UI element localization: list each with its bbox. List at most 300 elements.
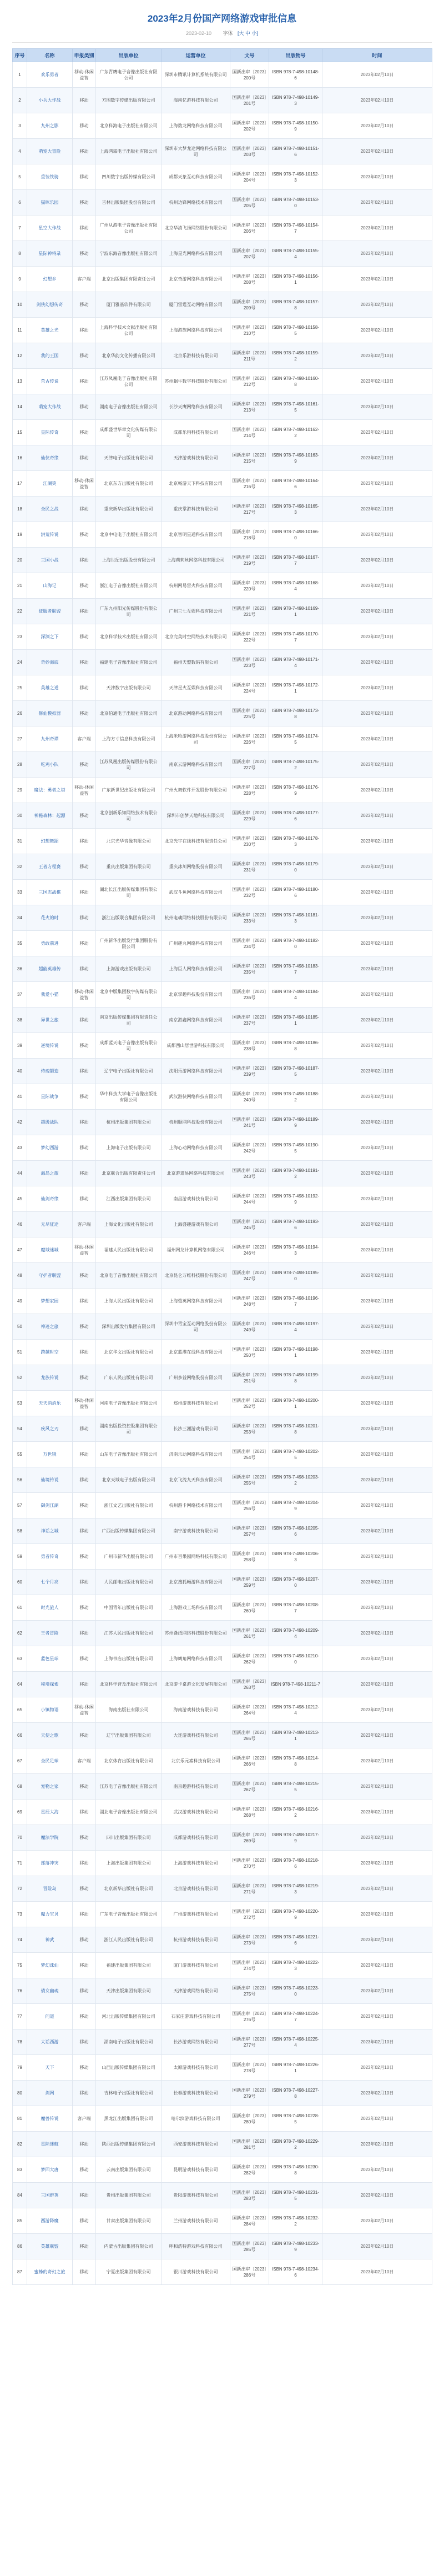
cell-category: 移动 xyxy=(73,1110,96,1135)
cell-index: 18 xyxy=(13,497,27,522)
cell-category: 客户端 xyxy=(73,726,96,752)
cell-isbn: ISBN 978-7-498-10160-8 xyxy=(269,369,322,394)
cell-operator: 广州游戏科技有限公司 xyxy=(162,1902,230,1927)
cell-isbn: ISBN 978-7-498-10201-8 xyxy=(269,1416,322,1442)
cell-isbn: ISBN 978-7-498-10163-9 xyxy=(269,445,322,471)
cell-approval-number: 国新出审〔2023〕231号 xyxy=(230,854,269,880)
cell-operator: 杭州边锋网络技术有限公司 xyxy=(162,190,230,215)
cell-publisher: 重庆新华出版社有限公司 xyxy=(96,497,162,522)
cell-name: 王者冒险 xyxy=(27,1621,73,1646)
cell-category: 移动 xyxy=(73,241,96,267)
table-row xyxy=(13,139,432,164)
cell-publisher: 广州新华出版发行集团股份有限公司 xyxy=(96,931,162,956)
cell-isbn: ISBN 978-7-498-10182-0 xyxy=(269,931,322,956)
cell-publisher: 北京光华音像有限公司 xyxy=(96,829,162,854)
cell-category: 移动 xyxy=(73,1902,96,1927)
cell-isbn: ISBN 978-7-498-10194-3 xyxy=(269,1237,322,1263)
cell-index: 43 xyxy=(13,1135,27,1161)
font-size-options[interactable]: [大 中 小] xyxy=(238,31,259,36)
cell-index: 23 xyxy=(13,624,27,650)
cell-name: 九州奇谭 xyxy=(27,726,73,752)
cell-operator: 海南亿游科技有限公司 xyxy=(162,88,230,113)
cell-publisher: 海南出版社有限公司 xyxy=(96,1697,162,1723)
cell-date: 2023年02月10日 xyxy=(322,2004,432,2029)
cell-publisher: 广西出版传媒集团有限公司 xyxy=(96,1518,162,1544)
cell-operator: 南昌游戏科技有限公司 xyxy=(162,1186,230,1212)
table-header-row xyxy=(13,49,432,62)
cell-name: 魔法学院 xyxy=(27,1825,73,1851)
table-row xyxy=(13,2259,432,2285)
cell-operator: 广州多益网络股份有限公司 xyxy=(162,1365,230,1391)
cell-name: 幻想乡 xyxy=(27,267,73,292)
cell-publisher: 浙江文艺出版社有限公司 xyxy=(96,1493,162,1518)
cell-category: 移动 xyxy=(73,701,96,726)
cell-operator: 深圳市腾讯计算机系统有限公司 xyxy=(162,62,230,88)
table-row xyxy=(13,880,432,905)
cell-date: 2023年02月10日 xyxy=(322,190,432,215)
title-divider xyxy=(12,42,432,43)
cell-isbn: ISBN 978-7-498-10224-7 xyxy=(269,2004,322,2029)
cell-category: 移动 xyxy=(73,854,96,880)
cell-index: 62 xyxy=(13,1621,27,1646)
cell-isbn: ISBN 978-7-498-10221-6 xyxy=(269,1927,322,1953)
cell-approval-number: 国新出审〔2023〕270号 xyxy=(230,1851,269,1876)
cell-publisher: 江苏电子音像出版社有限公司 xyxy=(96,1774,162,1800)
cell-approval-number: 国新出审〔2023〕241号 xyxy=(230,1110,269,1135)
cell-name: 天下 xyxy=(27,2055,73,2081)
cell-approval-number: 国新出审〔2023〕213号 xyxy=(230,394,269,420)
cell-approval-number: 国新出审〔2023〕237号 xyxy=(230,1008,269,1033)
cell-date: 2023年02月10日 xyxy=(322,1186,432,1212)
cell-operator: 成都乐狗科技有限公司 xyxy=(162,420,230,445)
cell-date: 2023年02月10日 xyxy=(322,1008,432,1033)
cell-isbn: ISBN 978-7-498-10215-5 xyxy=(269,1774,322,1800)
cell-date: 2023年02月10日 xyxy=(322,1289,432,1314)
cell-operator: 北京游道易网络科技有限公司 xyxy=(162,1161,230,1186)
cell-approval-number: 国新出审〔2023〕200号 xyxy=(230,62,269,88)
cell-publisher: 辽宁电子出版社有限公司 xyxy=(96,1059,162,1084)
cell-date: 2023年02月10日 xyxy=(322,1135,432,1161)
cell-publisher: 陕西出版传媒集团有限公司 xyxy=(96,2132,162,2157)
cell-date: 2023年02月10日 xyxy=(322,1442,432,1467)
cell-operator: 呼和浩特游戏科技有限公司 xyxy=(162,2234,230,2259)
cell-isbn: ISBN 978-7-498-10148-6 xyxy=(269,62,322,88)
cell-publisher: 北京科学技术出版社有限公司 xyxy=(96,624,162,650)
cell-category: 移动 xyxy=(73,2004,96,2029)
table-row xyxy=(13,726,432,752)
cell-name: 仙境传说 xyxy=(27,1467,73,1493)
cell-name: 龙族传说 xyxy=(27,1365,73,1391)
table-row xyxy=(13,2055,432,2081)
table-row xyxy=(13,1493,432,1518)
table-row xyxy=(13,1340,432,1365)
cell-approval-number: 国新出审〔2023〕233号 xyxy=(230,905,269,931)
cell-publisher: 北京联合出版有限责任公司 xyxy=(96,1161,162,1186)
cell-date: 2023年02月10日 xyxy=(322,1493,432,1518)
cell-operator: 上海游族网络科技有限公司 xyxy=(162,318,230,343)
cell-date: 2023年02月10日 xyxy=(322,650,432,675)
cell-category: 移动 xyxy=(73,1800,96,1825)
table-row xyxy=(13,1697,432,1723)
cell-index: 52 xyxy=(13,1365,27,1391)
cell-category: 移动 xyxy=(73,931,96,956)
cell-approval-number: 国新出审〔2023〕208号 xyxy=(230,267,269,292)
cell-name: 倩女幽魂 xyxy=(27,1978,73,2004)
cell-isbn: ISBN 978-7-498-10230-8 xyxy=(269,2157,322,2183)
cell-category: 移动 xyxy=(73,1953,96,1978)
cell-operator: 南宁游戏科技有限公司 xyxy=(162,1518,230,1544)
cell-name: 魔域迷城 xyxy=(27,1237,73,1263)
cell-index: 53 xyxy=(13,1391,27,1416)
cell-category: 移动 xyxy=(73,1774,96,1800)
cell-approval-number: 国新出审〔2023〕275号 xyxy=(230,1978,269,2004)
table-row xyxy=(13,1391,432,1416)
cell-approval-number: 国新出审〔2023〕214号 xyxy=(230,420,269,445)
cell-operator: 深圳中青宝互动网络股份有限公司 xyxy=(162,1314,230,1340)
cell-operator: 郑州游戏科技有限公司 xyxy=(162,1391,230,1416)
cell-category: 移动 xyxy=(73,394,96,420)
cell-name: 勇敢前进 xyxy=(27,931,73,956)
cell-isbn: ISBN 978-7-498-10167-7 xyxy=(269,548,322,573)
page-title: 2023年2月份国产网络游戏审批信息 xyxy=(147,13,297,24)
cell-category: 移动 xyxy=(73,599,96,624)
table-row xyxy=(13,701,432,726)
cell-isbn: ISBN 978-7-498-10154-7 xyxy=(269,215,322,241)
cell-name: 疾风之刃 xyxy=(27,1416,73,1442)
cell-index: 80 xyxy=(13,2081,27,2106)
cell-approval-number: 国新出审〔2023〕255号 xyxy=(230,1467,269,1493)
cell-category: 移动 xyxy=(73,650,96,675)
cell-publisher: 上海方寸信息科技有限公司 xyxy=(96,726,162,752)
cell-isbn: ISBN 978-7-498-10173-8 xyxy=(269,701,322,726)
cell-operator: 福州网龙计算机网络有限公司 xyxy=(162,1237,230,1263)
cell-operator: 贵阳游戏科技有限公司 xyxy=(162,2183,230,2208)
cell-index: 70 xyxy=(13,1825,27,1851)
cell-operator: 广州三七互娱科技有限公司 xyxy=(162,599,230,624)
cell-category: 移动 xyxy=(73,1876,96,1902)
cell-index: 22 xyxy=(13,599,27,624)
cell-name: 魔法：勇者之塔 xyxy=(27,778,73,803)
cell-approval-number: 国新出审〔2023〕207号 xyxy=(230,241,269,267)
cell-approval-number: 国新出审〔2023〕254号 xyxy=(230,1442,269,1467)
cell-publisher: 浙江出版联合集团有限公司 xyxy=(96,905,162,931)
cell-approval-number: 国新出审〔2023〕273号 xyxy=(230,1927,269,1953)
table-row xyxy=(13,1263,432,1289)
cell-name: 秘境探索 xyxy=(27,1672,73,1697)
cell-date: 2023年02月10日 xyxy=(322,497,432,522)
cell-operator: 长春游戏科技有限公司 xyxy=(162,2081,230,2106)
cell-isbn: ISBN 978-7-498-10186-8 xyxy=(269,1033,322,1059)
cell-approval-number: 国新出审〔2023〕220号 xyxy=(230,573,269,599)
cell-approval-number: 国新出审〔2023〕204号 xyxy=(230,164,269,190)
cell-operator: 杭州顺网科技股份有限公司 xyxy=(162,1110,230,1135)
cell-operator: 成都西山居世游科技有限公司 xyxy=(162,1033,230,1059)
cell-approval-number: 国新出审〔2023〕251号 xyxy=(230,1365,269,1391)
cell-index: 60 xyxy=(13,1570,27,1595)
cell-category: 移动 xyxy=(73,1186,96,1212)
cell-approval-number: 国新出审〔2023〕209号 xyxy=(230,292,269,318)
cell-index: 49 xyxy=(13,1289,27,1314)
cell-category: 移动-休闲益智 xyxy=(73,982,96,1008)
cell-operator: 北京昆仑万维科技股份有限公司 xyxy=(162,1263,230,1289)
cell-operator: 上海米哈游网络科技股份有限公司 xyxy=(162,726,230,752)
cell-publisher: 吉林电子出版社有限公司 xyxy=(96,2081,162,2106)
cell-category: 移动 xyxy=(73,2183,96,2208)
cell-name: 七个月亮 xyxy=(27,1570,73,1595)
cell-operator: 北京掌趣科技股份有限公司 xyxy=(162,982,230,1008)
cell-isbn: ISBN 978-7-498-10149-3 xyxy=(269,88,322,113)
cell-index: 71 xyxy=(13,1851,27,1876)
cell-isbn: ISBN 978-7-498-10153-0 xyxy=(269,190,322,215)
cell-date: 2023年02月10日 xyxy=(322,1237,432,1263)
cell-name: 侍魂锻造 xyxy=(27,1059,73,1084)
table-row xyxy=(13,2132,432,2157)
cell-category: 移动 xyxy=(73,1008,96,1033)
cell-approval-number: 国新出审〔2023〕265号 xyxy=(230,1723,269,1748)
table-row xyxy=(13,2183,432,2208)
cell-operator: 北京游动网络科技有限公司 xyxy=(162,701,230,726)
cell-category: 移动 xyxy=(73,139,96,164)
cell-operator: 银川游戏科技有限公司 xyxy=(162,2259,230,2285)
cell-publisher: 北京体育出版社有限公司 xyxy=(96,1748,162,1774)
cell-index: 4 xyxy=(13,139,27,164)
cell-index: 54 xyxy=(13,1416,27,1442)
cell-operator: 天津游戏网络有限公司 xyxy=(162,1978,230,2004)
cell-date: 2023年02月10日 xyxy=(322,956,432,982)
table-row xyxy=(13,318,432,343)
cell-publisher: 广州市新华出版有限公司 xyxy=(96,1544,162,1570)
cell-name: 猫咪乐园 xyxy=(27,190,73,215)
cell-publisher: 北京创新乐知网络技术有限公司 xyxy=(96,803,162,829)
cell-isbn: ISBN 978-7-498-10158-5 xyxy=(269,318,322,343)
cell-index: 19 xyxy=(13,522,27,548)
cell-approval-number: 国新出审〔2023〕234号 xyxy=(230,931,269,956)
cell-operator: 济南乐动网络科技有限公司 xyxy=(162,1442,230,1467)
cell-approval-number: 国新出审〔2023〕221号 xyxy=(230,599,269,624)
cell-category: 移动-休闲益智 xyxy=(73,62,96,88)
cell-category: 移动 xyxy=(73,1289,96,1314)
cell-isbn: ISBN 978-7-498-10151-6 xyxy=(269,139,322,164)
cell-isbn: ISBN 978-7-498-10208-7 xyxy=(269,1595,322,1621)
cell-name: 超能英雄传 xyxy=(27,956,73,982)
cell-date: 2023年02月10日 xyxy=(322,88,432,113)
cell-name: 英雄之光 xyxy=(27,318,73,343)
cell-isbn: ISBN 978-7-498-10175-2 xyxy=(269,752,322,778)
cell-isbn: ISBN 978-7-498-10233-9 xyxy=(269,2234,322,2259)
cell-date: 2023年02月10日 xyxy=(322,726,432,752)
cell-approval-number: 国新出审〔2023〕243号 xyxy=(230,1161,269,1186)
cell-index: 44 xyxy=(13,1161,27,1186)
cell-index: 7 xyxy=(13,215,27,241)
cell-date: 2023年02月10日 xyxy=(322,394,432,420)
cell-index: 79 xyxy=(13,2055,27,2081)
cell-approval-number: 国新出审〔2023〕278号 xyxy=(230,2055,269,2081)
table-row xyxy=(13,267,432,292)
cell-isbn: ISBN 978-7-498-10220-9 xyxy=(269,1902,322,1927)
cell-publisher: 天津电子出版社有限公司 xyxy=(96,445,162,471)
cell-isbn: ISBN 978-7-498-10181-3 xyxy=(269,905,322,931)
cell-isbn: ISBN 978-7-498-10207-0 xyxy=(269,1570,322,1595)
cell-category: 移动 xyxy=(73,1978,96,2004)
cell-name: 重装铁骑 xyxy=(27,164,73,190)
cell-operator: 兰州游戏科技有限公司 xyxy=(162,2208,230,2234)
cell-approval-number: 国新出审〔2023〕232号 xyxy=(230,880,269,905)
cell-approval-number: 国新出审〔2023〕239号 xyxy=(230,1059,269,1084)
cell-date: 2023年02月10日 xyxy=(322,1340,432,1365)
cell-operator: 哈尔滨游戏科技有限公司 xyxy=(162,2106,230,2132)
cell-name: 异世之旅 xyxy=(27,1008,73,1033)
cell-date: 2023年02月10日 xyxy=(322,2132,432,2157)
table-row xyxy=(13,548,432,573)
cell-approval-number: 国新出审〔2023〕263号 xyxy=(230,1672,269,1697)
cell-isbn: ISBN 978-7-498-10228-5 xyxy=(269,2106,322,2132)
cell-publisher: 成都蓝天电子音像出版有限公司 xyxy=(96,1033,162,1059)
cell-publisher: 山西出版传媒集团有限公司 xyxy=(96,2055,162,2081)
table-row xyxy=(13,1442,432,1467)
table-row xyxy=(13,1289,432,1314)
cell-category: 移动 xyxy=(73,1033,96,1059)
cell-publisher: 北京华文出版社有限公司 xyxy=(96,1340,162,1365)
cell-name: 时光旅人 xyxy=(27,1595,73,1621)
cell-publisher: 四川数字出版传媒有限公司 xyxy=(96,164,162,190)
table-row xyxy=(13,1595,432,1621)
cell-operator: 杭州游戏科技有限公司 xyxy=(162,1927,230,1953)
cell-isbn: ISBN 978-7-498-10206-3 xyxy=(269,1544,322,1570)
cell-operator: 上海星光网络科技有限公司 xyxy=(162,241,230,267)
cell-name: 我的王国 xyxy=(27,343,73,369)
cell-isbn: ISBN 978-7-498-10234-6 xyxy=(269,2259,322,2285)
cell-category: 移动 xyxy=(73,164,96,190)
cell-category: 移动 xyxy=(73,548,96,573)
cell-operator: 上海盛趣游戏有限公司 xyxy=(162,1212,230,1237)
cell-name: 山海记 xyxy=(27,573,73,599)
cell-name: 星际战争 xyxy=(27,1084,73,1110)
cell-publisher: 成都盛世华章文化传媒有限公司 xyxy=(96,420,162,445)
cell-index: 8 xyxy=(13,241,27,267)
cell-publisher: 广东新世纪出版社有限公司 xyxy=(96,778,162,803)
table-row xyxy=(13,369,432,394)
cell-index: 3 xyxy=(13,113,27,139)
cell-name: 萌宠大作战 xyxy=(27,394,73,420)
cell-index: 20 xyxy=(13,548,27,573)
table-row xyxy=(13,1518,432,1544)
cell-name: 征服者联盟 xyxy=(27,599,73,624)
cell-approval-number: 国新出审〔2023〕261号 xyxy=(230,1621,269,1646)
cell-operator: 北京乐游科技有限公司 xyxy=(162,343,230,369)
cell-publisher: 广东人民出版社有限公司 xyxy=(96,1365,162,1391)
cell-name: 洪荒传说 xyxy=(27,522,73,548)
cell-publisher: 北京新华出版社有限公司 xyxy=(96,1876,162,1902)
cell-name: 神秘森林：起源 xyxy=(27,803,73,829)
cell-category: 移动 xyxy=(73,1161,96,1186)
cell-isbn: ISBN 978-7-498-10216-2 xyxy=(269,1800,322,1825)
cell-date: 2023年02月10日 xyxy=(322,1978,432,2004)
table-row xyxy=(13,1902,432,1927)
cell-category: 移动 xyxy=(73,1467,96,1493)
cell-index: 66 xyxy=(13,1723,27,1748)
cell-index: 35 xyxy=(13,931,27,956)
cell-approval-number: 国新出审〔2023〕282号 xyxy=(230,2157,269,2183)
cell-name: 剑网 xyxy=(27,2081,73,2106)
cell-approval-number: 国新出审〔2023〕219号 xyxy=(230,548,269,573)
cell-operator: 武汉斗鱼网络科技有限公司 xyxy=(162,880,230,905)
table-row xyxy=(13,675,432,701)
cell-isbn: ISBN 978-7-498-10183-7 xyxy=(269,956,322,982)
cell-date: 2023年02月10日 xyxy=(322,1953,432,1978)
cell-name: 万世镜 xyxy=(27,1442,73,1467)
cell-operator: 北京游卡桌游文化发展有限公司 xyxy=(162,1672,230,1697)
cell-publisher: 江西出版集团有限公司 xyxy=(96,1186,162,1212)
cell-isbn: ISBN 978-7-498-10193-6 xyxy=(269,1212,322,1237)
cell-name: 天使之歌 xyxy=(27,1723,73,1748)
cell-publisher: 广州从游电子音像出版社有限公司 xyxy=(96,215,162,241)
cell-date: 2023年02月10日 xyxy=(322,1033,432,1059)
cell-date: 2023年02月10日 xyxy=(322,62,432,88)
cell-isbn: ISBN 978-7-498-10190-5 xyxy=(269,1135,322,1161)
table-row xyxy=(13,1774,432,1800)
publish-date: 2023-02-10 xyxy=(185,31,211,36)
cell-isbn: ISBN 978-7-498-10219-3 xyxy=(269,1876,322,1902)
cell-name: 三国小战 xyxy=(27,548,73,573)
cell-category: 客户端 xyxy=(73,1748,96,1774)
cell-date: 2023年02月10日 xyxy=(322,675,432,701)
cell-date: 2023年02月10日 xyxy=(322,2029,432,2055)
cell-approval-number: 国新出审〔2023〕276号 xyxy=(230,2004,269,2029)
cell-category: 移动 xyxy=(73,445,96,471)
cell-date: 2023年02月10日 xyxy=(322,318,432,343)
cell-date: 2023年02月10日 xyxy=(322,1110,432,1135)
cell-index: 83 xyxy=(13,2157,27,2183)
cell-date: 2023年02月10日 xyxy=(322,599,432,624)
cell-publisher: 福建出版集团有限公司 xyxy=(96,1953,162,1978)
cell-isbn: ISBN 978-7-498-10171-4 xyxy=(269,650,322,675)
cell-publisher: 吉林出版集团股份有限公司 xyxy=(96,190,162,215)
cell-index: 55 xyxy=(13,1442,27,1467)
table-row xyxy=(13,1978,432,2004)
cell-index: 6 xyxy=(13,190,27,215)
cell-date: 2023年02月10日 xyxy=(322,2259,432,2285)
cell-operator: 杭州游卡网络技术有限公司 xyxy=(162,1493,230,1518)
cell-operator: 北京光宇在线科技有限责任公司 xyxy=(162,829,230,854)
cell-approval-number: 国新出审〔2023〕247号 xyxy=(230,1263,269,1289)
table-row xyxy=(13,113,432,139)
cell-approval-number: 国新出审〔2023〕224号 xyxy=(230,675,269,701)
cell-isbn: ISBN 978-7-498-10176-9 xyxy=(269,778,322,803)
cell-category: 移动 xyxy=(73,113,96,139)
cell-name: 九州之影 xyxy=(27,113,73,139)
cell-name: 问道 xyxy=(27,2004,73,2029)
cell-date: 2023年02月10日 xyxy=(322,1697,432,1723)
table-row xyxy=(13,343,432,369)
cell-name: 英雄联盟 xyxy=(27,2234,73,2259)
cell-index: 33 xyxy=(13,880,27,905)
cell-category: 移动 xyxy=(73,2055,96,2081)
cell-date: 2023年02月10日 xyxy=(322,343,432,369)
cell-category: 移动 xyxy=(73,2081,96,2106)
cell-category: 移动 xyxy=(73,2157,96,2183)
cell-approval-number: 国新出审〔2023〕227号 xyxy=(230,752,269,778)
cell-name: 神迹之旅 xyxy=(27,1314,73,1340)
cell-isbn: ISBN 978-7-498-10169-1 xyxy=(269,599,322,624)
table-row xyxy=(13,190,432,215)
cell-category: 移动-休闲益智 xyxy=(73,1237,96,1263)
cell-index: 27 xyxy=(13,726,27,752)
cell-index: 16 xyxy=(13,445,27,471)
table-row xyxy=(13,803,432,829)
header-isbn: 出版物号 xyxy=(269,49,322,62)
cell-publisher: 杭州出版集团有限公司 xyxy=(96,1110,162,1135)
cell-index: 5 xyxy=(13,164,27,190)
